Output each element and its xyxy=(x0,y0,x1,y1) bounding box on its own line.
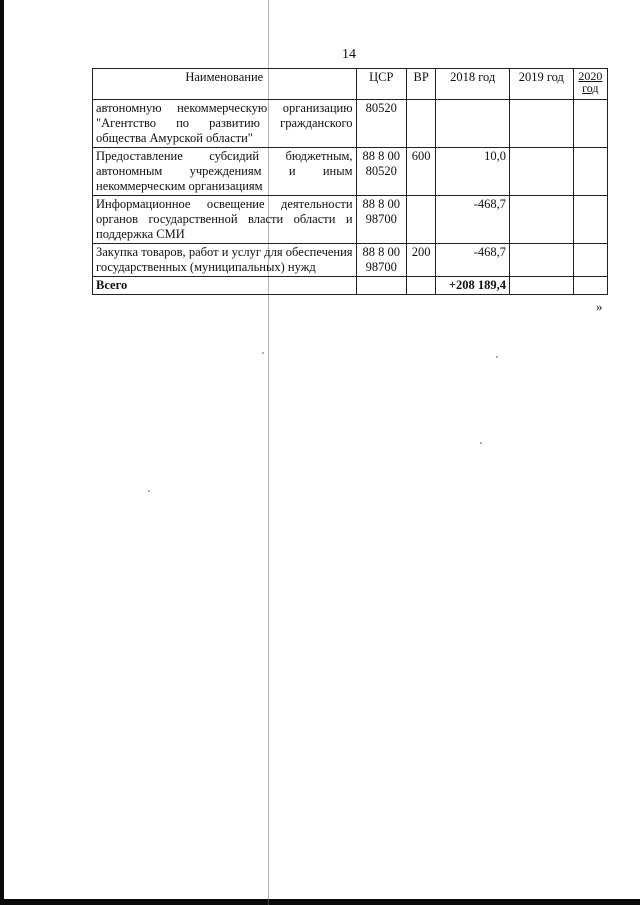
row-csr: 88 8 00 80520 xyxy=(356,148,406,196)
row-2020 xyxy=(573,148,607,196)
row-2020 xyxy=(573,244,607,277)
row-2020 xyxy=(573,196,607,244)
table-row xyxy=(93,244,608,277)
scan-speck xyxy=(480,442,482,444)
row-vr: 200 xyxy=(407,244,436,277)
table-header-row xyxy=(93,69,608,100)
table-total-row xyxy=(93,277,608,295)
table-row xyxy=(93,148,608,196)
row-name: Предоставление субсидий бюджетным, автономным учреждениям и иным некоммерческим организациям xyxy=(93,148,357,196)
row-vr xyxy=(407,196,436,244)
closing-quote: » xyxy=(596,299,603,314)
total-label: Всего xyxy=(93,277,357,295)
row-name: Информационное освещение деятельности органов государственной власти области и поддержка СМИ xyxy=(93,196,357,244)
row-name: автономную некоммерческую организацию "Агентство по развитию гражданского общества Амурской области" xyxy=(93,100,357,148)
header-2020: 2020 год xyxy=(573,69,607,100)
table-row xyxy=(93,100,608,148)
row-2018: -468,7 xyxy=(436,244,510,277)
page-number: 14 xyxy=(342,47,356,62)
total-2018: +208 189,4 xyxy=(436,277,510,295)
scan-speck xyxy=(148,490,150,492)
scan-left-edge xyxy=(0,0,4,905)
row-2019 xyxy=(510,196,574,244)
row-csr: 80520 xyxy=(356,100,406,148)
row-2019 xyxy=(510,244,574,277)
row-csr: 88 8 00 98700 xyxy=(356,196,406,244)
total-2019 xyxy=(510,277,574,295)
row-2018 xyxy=(436,100,510,148)
row-name: Закупка товаров, работ и услуг для обеспечения государственных (муниципальных) нужд xyxy=(93,244,357,277)
header-csr: ЦСР xyxy=(356,69,406,100)
header-vr: ВР xyxy=(407,69,436,100)
header-2019: 2019 год xyxy=(510,69,574,100)
total-csr xyxy=(356,277,406,295)
header-name: Наименование xyxy=(93,69,357,100)
row-2020 xyxy=(573,100,607,148)
scan-speck xyxy=(496,356,498,358)
row-csr: 88 8 00 98700 xyxy=(356,244,406,277)
budget-table xyxy=(92,68,608,295)
header-2018: 2018 год xyxy=(436,69,510,100)
scan-bottom-edge xyxy=(0,899,640,905)
scan-speck xyxy=(262,352,264,354)
row-vr: 600 xyxy=(407,148,436,196)
row-2018: -468,7 xyxy=(436,196,510,244)
row-2018: 10,0 xyxy=(436,148,510,196)
row-vr xyxy=(407,100,436,148)
total-vr xyxy=(407,277,436,295)
row-2019 xyxy=(510,100,574,148)
total-2020 xyxy=(573,277,607,295)
table-row xyxy=(93,196,608,244)
row-2019 xyxy=(510,148,574,196)
